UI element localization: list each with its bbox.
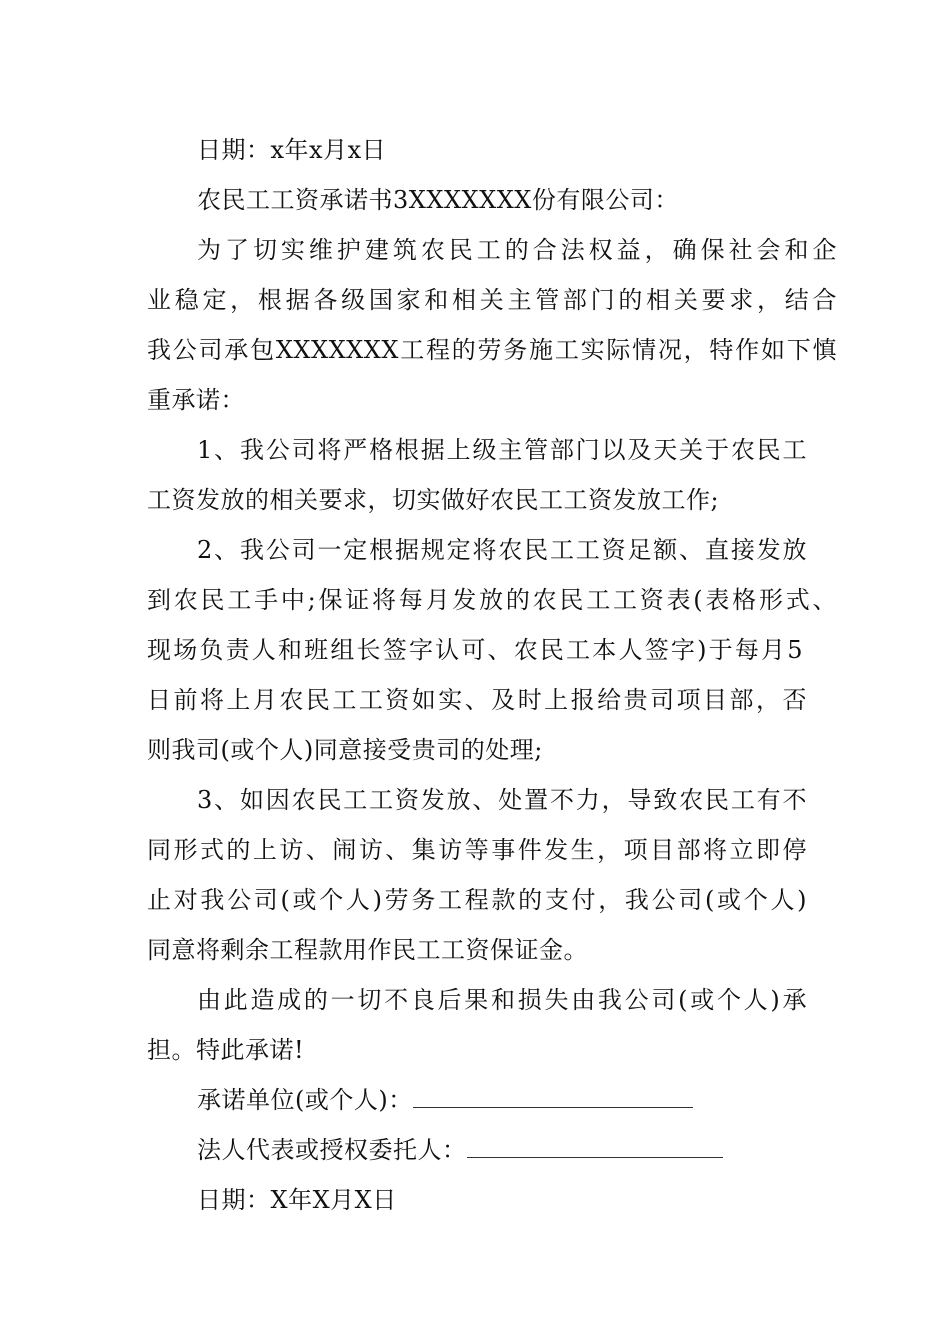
item1-line1: 1、我公司将严格根据上级主管部门以及天关于农民工: [197, 436, 807, 464]
item2-line4: 日前将上月农民工工资如实、及时上报给贵司项目部，否: [147, 686, 807, 714]
item2-line2: 到农民工手中;保证将每月发放的农民工工资表(表格形式、: [147, 586, 837, 614]
closing-line1: 由此造成的一切不良后果和损失由我公司(或个人)承: [197, 986, 807, 1014]
item3-line4: 同意将剩余工程款用作民工工资保证金。: [147, 936, 588, 964]
date-top: 日期：x年x月x日: [197, 136, 387, 164]
para1-line4: 重承诺：: [147, 386, 245, 414]
item2-line1: 2、我公司一定根据规定将农民工工资足额、直接发放: [197, 536, 807, 564]
item2-line3: 现场负责人和班组长签字认可、农民工本人签字)于每月5: [147, 636, 803, 664]
para1-line1: 为了切实维护建筑农民工的合法权益，确保社会和企: [197, 236, 837, 264]
sign-rep-row: [197, 1136, 887, 1164]
para1-line2: 业稳定，根据各级国家和相关主管部门的相关要求，结合: [147, 286, 837, 314]
item3-line2: 同形式的上访、闹访、集访等事件发生，项目部将立即停: [147, 836, 807, 864]
item3-line1: 3、如因农民工工资发放、处置不力，导致农民工有不: [197, 786, 807, 814]
date-bottom: 日期：X年X月X日: [197, 1186, 397, 1214]
item3-line3: 止对我公司(或个人)劳务工程款的支付，我公司(或个人): [147, 886, 807, 914]
sign-unit-row: [197, 1086, 887, 1114]
item1-line2: 工资发放的相关要求，切实做好农民工工资发放工作;: [147, 486, 720, 514]
heading: 农民工工资承诺书3XXXXXXX份有限公司：: [197, 186, 679, 214]
item2-line5: 则我司(或个人)同意接受贵司的处理;: [147, 736, 543, 764]
closing-line2: 担。特此承诺!: [147, 1036, 305, 1064]
sign-unit-label: 承诺单位(或个人)：: [197, 1086, 413, 1114]
sign-rep-label: 法人代表或授权委托人：: [197, 1136, 467, 1164]
sign-rep-blank: [467, 1137, 723, 1158]
para1-line3: 我公司承包XXXXXXX工程的劳务施工实际情况，特作如下慎: [147, 336, 837, 364]
sign-unit-blank: [413, 1087, 693, 1108]
